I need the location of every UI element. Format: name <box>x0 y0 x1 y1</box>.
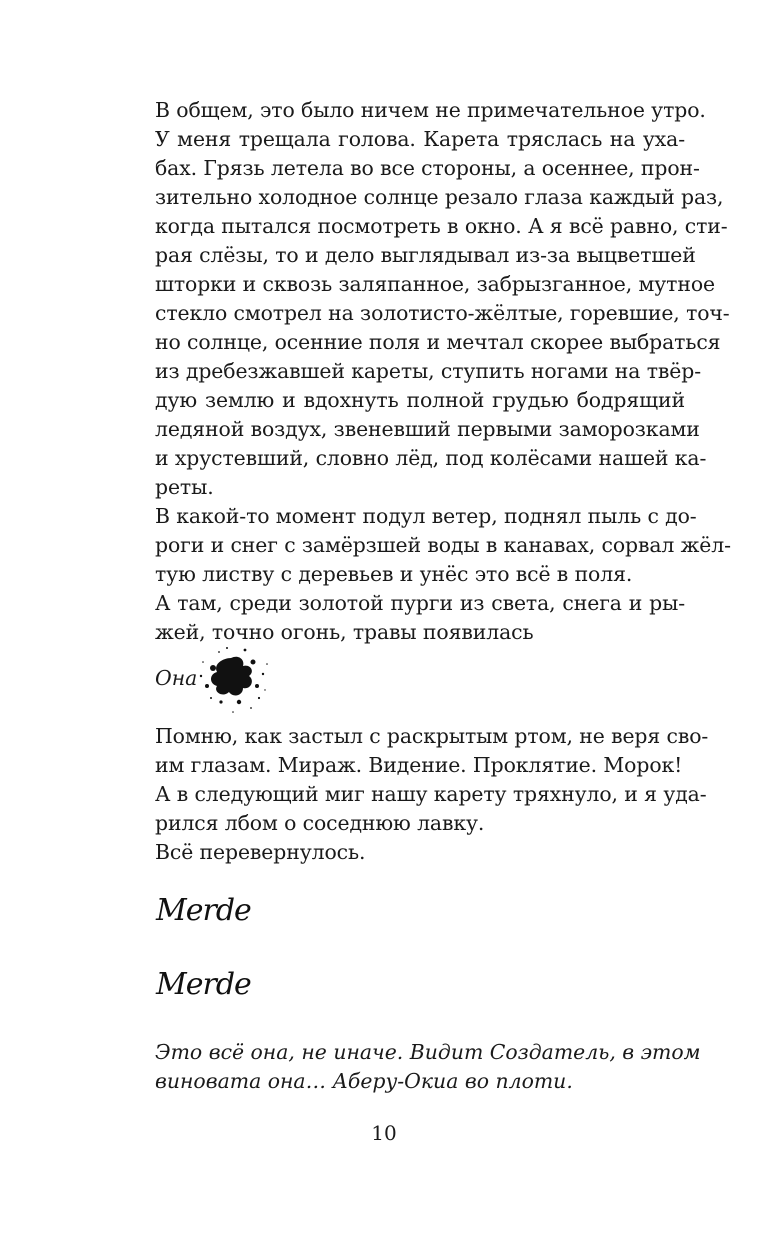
text-line: шторки и сквозь заляпанное, забрызганное, мутное <box>155 272 715 296</box>
text-line: В общем, это было ничем не примечательное утро. <box>155 98 706 122</box>
text-line: тую листву с деревьев и унёс это всё в поля. <box>155 562 633 586</box>
paragraph-6 <box>155 780 707 838</box>
text-line: У меня трещала голова. Карета тряслась на уха- <box>155 127 685 151</box>
text-line: роги и снег с замёрзшей воды в канавах, сорвал жёл- <box>155 533 731 557</box>
exclamation-script-1: Merde <box>156 893 251 928</box>
paragraph-1 <box>155 96 706 125</box>
text-line: реты. <box>155 475 214 499</box>
text-line: Всё перевернулось. <box>155 840 366 864</box>
paragraph-7 <box>155 838 685 867</box>
text-line: зительно холодное солнце резало глаза каждый раз, <box>155 185 724 209</box>
paragraph-2 <box>155 125 730 502</box>
text-line: из дребезжавшей кареты, ступить ногами на твёр- <box>155 359 701 383</box>
paragraph-4 <box>155 589 685 647</box>
text-line: А в следующий миг нашу карету тряхнуло, и я уда- <box>155 782 707 806</box>
vision-word: Она <box>155 666 198 690</box>
text-line: жей, точно огонь, травы появилась <box>155 620 534 644</box>
text-line: рился лбом о соседнюю лавку. <box>155 811 485 835</box>
paragraph-3 <box>155 502 731 589</box>
text-line: и хрустевший, словно лёд, под колёсами нашей ка- <box>155 446 707 470</box>
text-line: дую землю и вдохнуть полной грудью бодрящий <box>155 388 685 412</box>
ink-blot-icon <box>193 640 273 720</box>
text-line: рая слёзы, то и дело выглядывал из-за выцветшей <box>155 243 696 267</box>
text-line: виновата она… Аберу-Окиа во плоти. <box>155 1069 573 1093</box>
paragraph-5 <box>155 722 709 780</box>
text-line: В какой-то момент подул ветер, поднял пыль с до- <box>155 504 697 528</box>
text-line: Помню, как застыл с раскрытым ртом, не веря сво- <box>155 724 709 748</box>
page-body <box>155 96 731 647</box>
text-line: но солнце, осенние поля и мечтал скорее выбраться <box>155 330 721 354</box>
text-line: А там, среди золотой пурги из света, снега и ры- <box>155 591 685 615</box>
inner-thought <box>155 1038 701 1096</box>
text-line: ледяной воздух, звеневший первыми заморозками <box>155 417 700 441</box>
text-line: им глазам. Мираж. Видение. Проклятие. Морок! <box>155 753 683 777</box>
page-body-continued <box>155 722 709 867</box>
text-line: бах. Грязь летела во все стороны, а осеннее, прон- <box>155 156 700 180</box>
exclamation-script-2: Merde <box>156 967 251 1002</box>
text-line: стекло смотрел на золотисто-жёлтые, горевшие, точ- <box>155 301 730 325</box>
page-number: 10 <box>371 1121 397 1145</box>
text-line: Это всё она, не иначе. Видит Создатель, в этом <box>155 1040 701 1064</box>
text-line: когда пытался посмотреть в окно. А я всё равно, сти- <box>155 214 728 238</box>
